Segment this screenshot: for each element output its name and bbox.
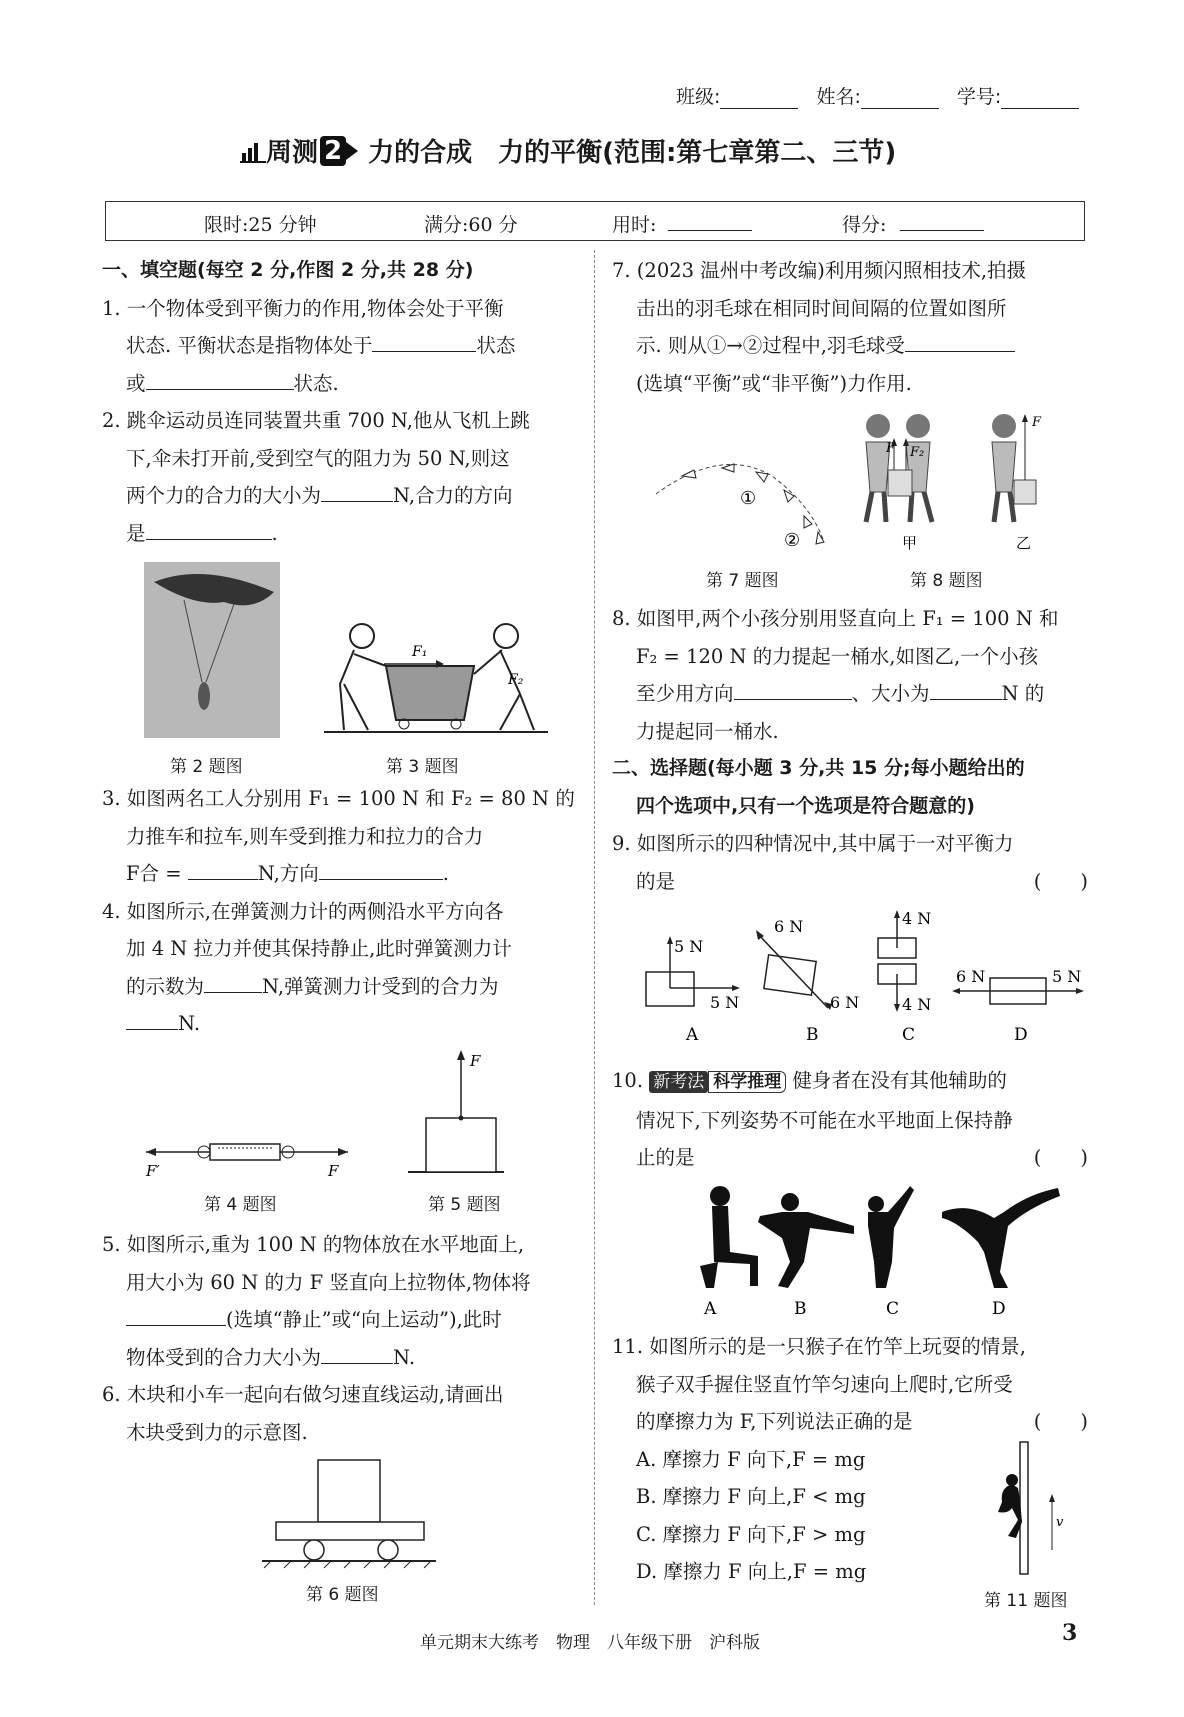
q5-blank-1[interactable] — [126, 1306, 226, 1327]
column-divider — [594, 250, 595, 1605]
q7-blank[interactable] — [905, 332, 1015, 353]
q4-blank-2[interactable] — [126, 1010, 178, 1031]
svg-text:6 N: 6 N — [956, 967, 986, 986]
left-column: 一、填空题(每空 2 分,作图 2 分,共 28 分) 1. 一个物体受到平衡力的作用,物体会处于平衡 状态. 平衡状态是指物体处于 状态 或 状态. 2. 跳伞运动员连同装置共重 700 N,他从飞机上跳 下,伞未打开前,受到空气的阻力为 50 N,则这 两个力的合力的大小为 N,合力的方向 是 . — [102, 252, 580, 552]
svg-text:②: ② — [784, 530, 801, 550]
svg-text:A: A — [704, 1299, 717, 1316]
q11-option-d[interactable]: D. 摩擦力 F 向上,F = mg — [636, 1560, 867, 1583]
fig4-spring-scale — [142, 1130, 352, 1180]
svg-text:C: C — [886, 1299, 900, 1316]
class-field[interactable] — [720, 90, 798, 109]
q3-blank-2[interactable] — [319, 860, 443, 881]
q11-answer[interactable]: ( ) — [1033, 1410, 1088, 1433]
id-field[interactable] — [1001, 90, 1079, 109]
fig6-block-on-cart[interactable] — [260, 1458, 438, 1582]
svg-text:4 N: 4 N — [902, 909, 932, 928]
svg-text:F₂: F₂ — [910, 445, 925, 460]
svg-text:甲: 甲 — [902, 534, 918, 552]
q3-blank-1[interactable] — [188, 860, 258, 881]
q5-blank-2[interactable] — [321, 1343, 393, 1364]
footer-text: 单元期末大练考 物理 八年级下册 沪科版 — [420, 1633, 760, 1653]
q9-answer[interactable]: ( ) — [1033, 869, 1088, 893]
right-column-3: 10. 新考法 科学推理 健身者在没有其他辅助的 情况下,下列姿势不可能在水平地面上保持静 止的是 ( ) — [612, 1062, 1088, 1177]
fig11-monkey-pole — [990, 1440, 1070, 1576]
q8-blank-1[interactable] — [734, 680, 852, 701]
q2-blank-1[interactable] — [321, 482, 393, 503]
left-column-3: 5. 如图所示,重为 100 N 的物体放在水平地面上, 用大小为 60 N 的力 F 竖直向上拉物体,物体将 (选填“静止”或“向上运动”),此时 物体受到的合力大小为 N. 6. 木块和小车一起向右做匀速直线运动,请画出 木块受到力的示意图. — [102, 1233, 531, 1444]
q11-option-a[interactable]: A. 摩擦力 F 向下,F = mg — [636, 1447, 866, 1471]
fig9-force-options — [638, 908, 1088, 1046]
student-info — [676, 82, 1091, 109]
q1-blank-2[interactable] — [146, 369, 294, 390]
quiz-badge: 周测 2 — [240, 132, 360, 169]
chart-icon — [240, 139, 266, 163]
fig10-postures — [678, 1182, 1072, 1316]
fig3-workers-cart — [324, 614, 548, 738]
q10-answer[interactable]: ( ) — [1033, 1146, 1088, 1169]
svg-text:B: B — [806, 1025, 819, 1045]
time-box: 限时:25 分钟 满分:60 分 用时: 得分: — [105, 201, 1085, 241]
score-field[interactable] — [900, 210, 984, 231]
new-method-tag: 新考法 — [649, 1071, 708, 1093]
page-title — [240, 132, 896, 169]
q8-blank-2[interactable] — [930, 680, 1002, 701]
arrow-icon — [346, 140, 360, 162]
svg-text:A: A — [686, 1025, 699, 1045]
svg-text:5 N: 5 N — [674, 937, 704, 956]
fig8-children-bucket — [856, 412, 1062, 552]
svg-text:F′: F′ — [146, 1162, 160, 1180]
name-field[interactable] — [861, 90, 939, 109]
q2-blank-2[interactable] — [146, 519, 272, 540]
name-label: 姓名: — [816, 86, 861, 108]
q1-blank-1[interactable] — [372, 332, 476, 353]
svg-text:6 N: 6 N — [774, 917, 804, 936]
fig5-block — [404, 1046, 504, 1176]
right-column-4: 11. 如图所示的是一只猴子在竹竿上玩耍的情景, 猴子双手握住竖直竹竿匀速向上爬时,它所受 的摩擦力为 F,下列说法正确的是 ( ) A. 摩擦力 F 向下,F = mg B. 摩擦力 F 向上,F < mg C. 摩擦力 F 向下,F > mg D. 摩擦力 F 向上,F = mg — [612, 1328, 1088, 1591]
svg-text:F: F — [886, 441, 896, 456]
q11-option-b[interactable]: B. 摩擦力 F 向上,F < mg — [636, 1485, 866, 1508]
q11-option-c[interactable]: C. 摩擦力 F 向下,F > mg — [636, 1522, 866, 1546]
page-number: 3 — [1062, 1620, 1078, 1646]
svg-text:F: F — [328, 1162, 339, 1180]
svg-text:6 N: 6 N — [830, 993, 860, 1012]
fig7-shuttlecock-path — [652, 446, 836, 550]
svg-text:5 N: 5 N — [1052, 967, 1082, 986]
id-label: 学号: — [956, 86, 1002, 108]
right-column: 7. (2023 温州中考改编)利用频闪照相技术,拍摄 击出的羽毛球在相同时间间隔的位置如图所 示. 则从①→②过程中,羽毛球受 (选填“平衡”或“非平衡”)力作用. — [612, 259, 1027, 395]
svg-text:①: ① — [740, 488, 757, 509]
svg-text:D: D — [1014, 1025, 1028, 1045]
svg-text:F₁: F₁ — [412, 644, 428, 660]
svg-text:F: F — [1032, 415, 1042, 430]
svg-text:F: F — [470, 1052, 481, 1070]
used-field[interactable] — [668, 210, 752, 231]
svg-text:乙: 乙 — [1016, 534, 1032, 552]
svg-text:D: D — [992, 1299, 1006, 1316]
right-column-2: 8. 如图甲,两个小孩分别用竖直向上 F₁ = 100 N 和 F₂ = 120 N 的力提起一桶水,如图乙,一个小孩 至少用方向 、大小为 N 的 力提起同一桶水. 二、选择题(每小题 3 分,共 15 分;每小题给出的 四个选项中,只有一个选项是符合题意的) 9. 如图所示的四种情况中,其中属于一对平衡力 的是 ( ) — [612, 600, 1088, 900]
parachute-photo — [144, 562, 280, 738]
class-label: 班级: — [676, 86, 721, 108]
left-column-2: 3. 如图两名工人分别用 F₁ = 100 N 和 F₂ = 80 N 的 力推车和拉车,则车受到推力和拉力的合力 F合 = N,方向 . 4. 如图所示,在弹簧测力计的两侧沿水平方向各 加 4 N 拉力并使其保持静止,此时弹簧测力计 的示数为 N,弹簧测力计受到的合力为 N. — [102, 787, 575, 1035]
q4-blank-1[interactable] — [204, 972, 262, 993]
svg-text:B: B — [794, 1299, 807, 1316]
science-reasoning-tag: 科学推理 — [708, 1071, 786, 1093]
svg-text:C: C — [902, 1025, 916, 1045]
q1-line1: 1. 一个物体受到平衡力的作用,物体会处于平衡 — [102, 296, 504, 320]
svg-text:F₂: F₂ — [508, 672, 524, 688]
svg-text:v: v — [1056, 1515, 1064, 1530]
svg-text:5 N: 5 N — [710, 993, 740, 1012]
title-text: 力的合成 力的平衡(范围:第七章第二、三节) — [368, 138, 897, 168]
svg-text:4 N: 4 N — [902, 995, 932, 1014]
section-1-title: 一、填空题(每空 2 分,作图 2 分,共 28 分) — [102, 259, 474, 281]
